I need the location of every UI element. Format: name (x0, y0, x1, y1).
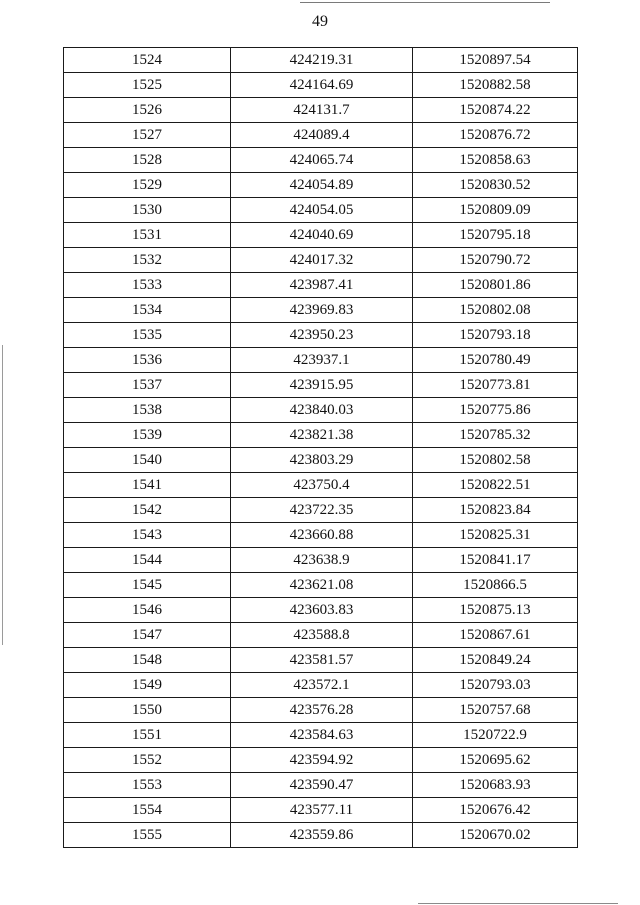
table-row (64, 523, 578, 548)
y-coordinate-cell: 1520683.93 (413, 773, 578, 798)
point-number-cell: 1531 (64, 223, 231, 248)
y-coordinate-cell: 1520875.13 (413, 598, 578, 623)
y-coordinate-cell: 1520876.72 (413, 123, 578, 148)
x-coordinate-cell: 423915.95 (231, 373, 413, 398)
x-coordinate-cell: 423576.28 (231, 698, 413, 723)
table-row (64, 548, 578, 573)
x-coordinate-cell: 423803.29 (231, 448, 413, 473)
x-coordinate-cell: 424164.69 (231, 73, 413, 98)
x-coordinate-cell: 423840.03 (231, 398, 413, 423)
point-number-cell: 1548 (64, 648, 231, 673)
table-row (64, 273, 578, 298)
x-coordinate-cell: 424131.7 (231, 98, 413, 123)
x-coordinate-cell: 423638.9 (231, 548, 413, 573)
x-coordinate-cell: 423937.1 (231, 348, 413, 373)
y-coordinate-cell: 1520793.18 (413, 323, 578, 348)
point-number-cell: 1540 (64, 448, 231, 473)
point-number-cell: 1549 (64, 673, 231, 698)
point-number-cell: 1553 (64, 773, 231, 798)
y-coordinate-cell: 1520795.18 (413, 223, 578, 248)
point-number-cell: 1526 (64, 98, 231, 123)
y-coordinate-cell: 1520882.58 (413, 73, 578, 98)
point-number-cell: 1530 (64, 198, 231, 223)
y-coordinate-cell: 1520801.86 (413, 273, 578, 298)
y-coordinate-cell: 1520773.81 (413, 373, 578, 398)
table-row (64, 498, 578, 523)
x-coordinate-cell: 423950.23 (231, 323, 413, 348)
y-coordinate-cell: 1520695.62 (413, 748, 578, 773)
table-row (64, 348, 578, 373)
y-coordinate-cell: 1520849.24 (413, 648, 578, 673)
point-number-cell: 1546 (64, 598, 231, 623)
coordinates-table-body (64, 48, 578, 848)
point-number-cell: 1543 (64, 523, 231, 548)
point-number-cell: 1552 (64, 748, 231, 773)
table-row (64, 123, 578, 148)
x-coordinate-cell: 424017.32 (231, 248, 413, 273)
table-row (64, 73, 578, 98)
table-row (64, 198, 578, 223)
table-row (64, 673, 578, 698)
scan-edge-left (2, 345, 3, 645)
point-number-cell: 1524 (64, 48, 231, 73)
x-coordinate-cell: 423581.57 (231, 648, 413, 673)
x-coordinate-cell: 423588.8 (231, 623, 413, 648)
table-row (64, 298, 578, 323)
table-row (64, 173, 578, 198)
table-row (64, 698, 578, 723)
table-row (64, 373, 578, 398)
y-coordinate-cell: 1520722.9 (413, 723, 578, 748)
y-coordinate-cell: 1520823.84 (413, 498, 578, 523)
point-number-cell: 1554 (64, 798, 231, 823)
y-coordinate-cell: 1520785.32 (413, 423, 578, 448)
point-number-cell: 1536 (64, 348, 231, 373)
x-coordinate-cell: 424065.74 (231, 148, 413, 173)
x-coordinate-cell: 423621.08 (231, 573, 413, 598)
y-coordinate-cell: 1520874.22 (413, 98, 578, 123)
table-row (64, 48, 578, 73)
table-row (64, 598, 578, 623)
x-coordinate-cell: 424089.4 (231, 123, 413, 148)
y-coordinate-cell: 1520790.72 (413, 248, 578, 273)
point-number-cell: 1545 (64, 573, 231, 598)
point-number-cell: 1534 (64, 298, 231, 323)
y-coordinate-cell: 1520780.49 (413, 348, 578, 373)
point-number-cell: 1539 (64, 423, 231, 448)
table-row (64, 248, 578, 273)
x-coordinate-cell: 423750.4 (231, 473, 413, 498)
y-coordinate-cell: 1520809.09 (413, 198, 578, 223)
point-number-cell: 1527 (64, 123, 231, 148)
x-coordinate-cell: 424054.89 (231, 173, 413, 198)
y-coordinate-cell: 1520822.51 (413, 473, 578, 498)
y-coordinate-cell: 1520793.03 (413, 673, 578, 698)
x-coordinate-cell: 423572.1 (231, 673, 413, 698)
point-number-cell: 1532 (64, 248, 231, 273)
x-coordinate-cell: 423987.41 (231, 273, 413, 298)
table-row (64, 473, 578, 498)
y-coordinate-cell: 1520866.5 (413, 573, 578, 598)
point-number-cell: 1537 (64, 373, 231, 398)
table-row (64, 423, 578, 448)
table-row (64, 623, 578, 648)
point-number-cell: 1544 (64, 548, 231, 573)
table-row (64, 573, 578, 598)
point-number-cell: 1535 (64, 323, 231, 348)
y-coordinate-cell: 1520867.61 (413, 623, 578, 648)
table-row (64, 748, 578, 773)
x-coordinate-cell: 423722.35 (231, 498, 413, 523)
x-coordinate-cell: 423660.88 (231, 523, 413, 548)
table-row (64, 773, 578, 798)
y-coordinate-cell: 1520670.02 (413, 823, 578, 848)
point-number-cell: 1555 (64, 823, 231, 848)
point-number-cell: 1542 (64, 498, 231, 523)
table-row (64, 148, 578, 173)
point-number-cell: 1550 (64, 698, 231, 723)
x-coordinate-cell: 423969.83 (231, 298, 413, 323)
x-coordinate-cell: 423577.11 (231, 798, 413, 823)
table-row (64, 823, 578, 848)
table-row (64, 798, 578, 823)
table-row (64, 648, 578, 673)
table-row (64, 398, 578, 423)
y-coordinate-cell: 1520858.63 (413, 148, 578, 173)
x-coordinate-cell: 423594.92 (231, 748, 413, 773)
point-number-cell: 1547 (64, 623, 231, 648)
x-coordinate-cell: 423603.83 (231, 598, 413, 623)
y-coordinate-cell: 1520676.42 (413, 798, 578, 823)
table-row (64, 323, 578, 348)
x-coordinate-cell: 424054.05 (231, 198, 413, 223)
x-coordinate-cell: 423584.63 (231, 723, 413, 748)
point-number-cell: 1538 (64, 398, 231, 423)
point-number-cell: 1541 (64, 473, 231, 498)
y-coordinate-cell: 1520825.31 (413, 523, 578, 548)
y-coordinate-cell: 1520802.58 (413, 448, 578, 473)
x-coordinate-cell: 424219.31 (231, 48, 413, 73)
page-number: 49 (312, 13, 328, 30)
y-coordinate-cell: 1520757.68 (413, 698, 578, 723)
table-row (64, 98, 578, 123)
table-row (64, 448, 578, 473)
x-coordinate-cell: 423590.47 (231, 773, 413, 798)
point-number-cell: 1525 (64, 73, 231, 98)
x-coordinate-cell: 423559.86 (231, 823, 413, 848)
x-coordinate-cell: 423821.38 (231, 423, 413, 448)
point-number-cell: 1529 (64, 173, 231, 198)
table-row (64, 223, 578, 248)
y-coordinate-cell: 1520775.86 (413, 398, 578, 423)
table-row (64, 723, 578, 748)
point-number-cell: 1551 (64, 723, 231, 748)
y-coordinate-cell: 1520841.17 (413, 548, 578, 573)
point-number-cell: 1533 (64, 273, 231, 298)
y-coordinate-cell: 1520830.52 (413, 173, 578, 198)
scan-edge-top (300, 2, 550, 3)
y-coordinate-cell: 1520802.08 (413, 298, 578, 323)
x-coordinate-cell: 424040.69 (231, 223, 413, 248)
scan-edge-bottom (418, 903, 618, 904)
coordinates-table (63, 47, 578, 848)
y-coordinate-cell: 1520897.54 (413, 48, 578, 73)
point-number-cell: 1528 (64, 148, 231, 173)
